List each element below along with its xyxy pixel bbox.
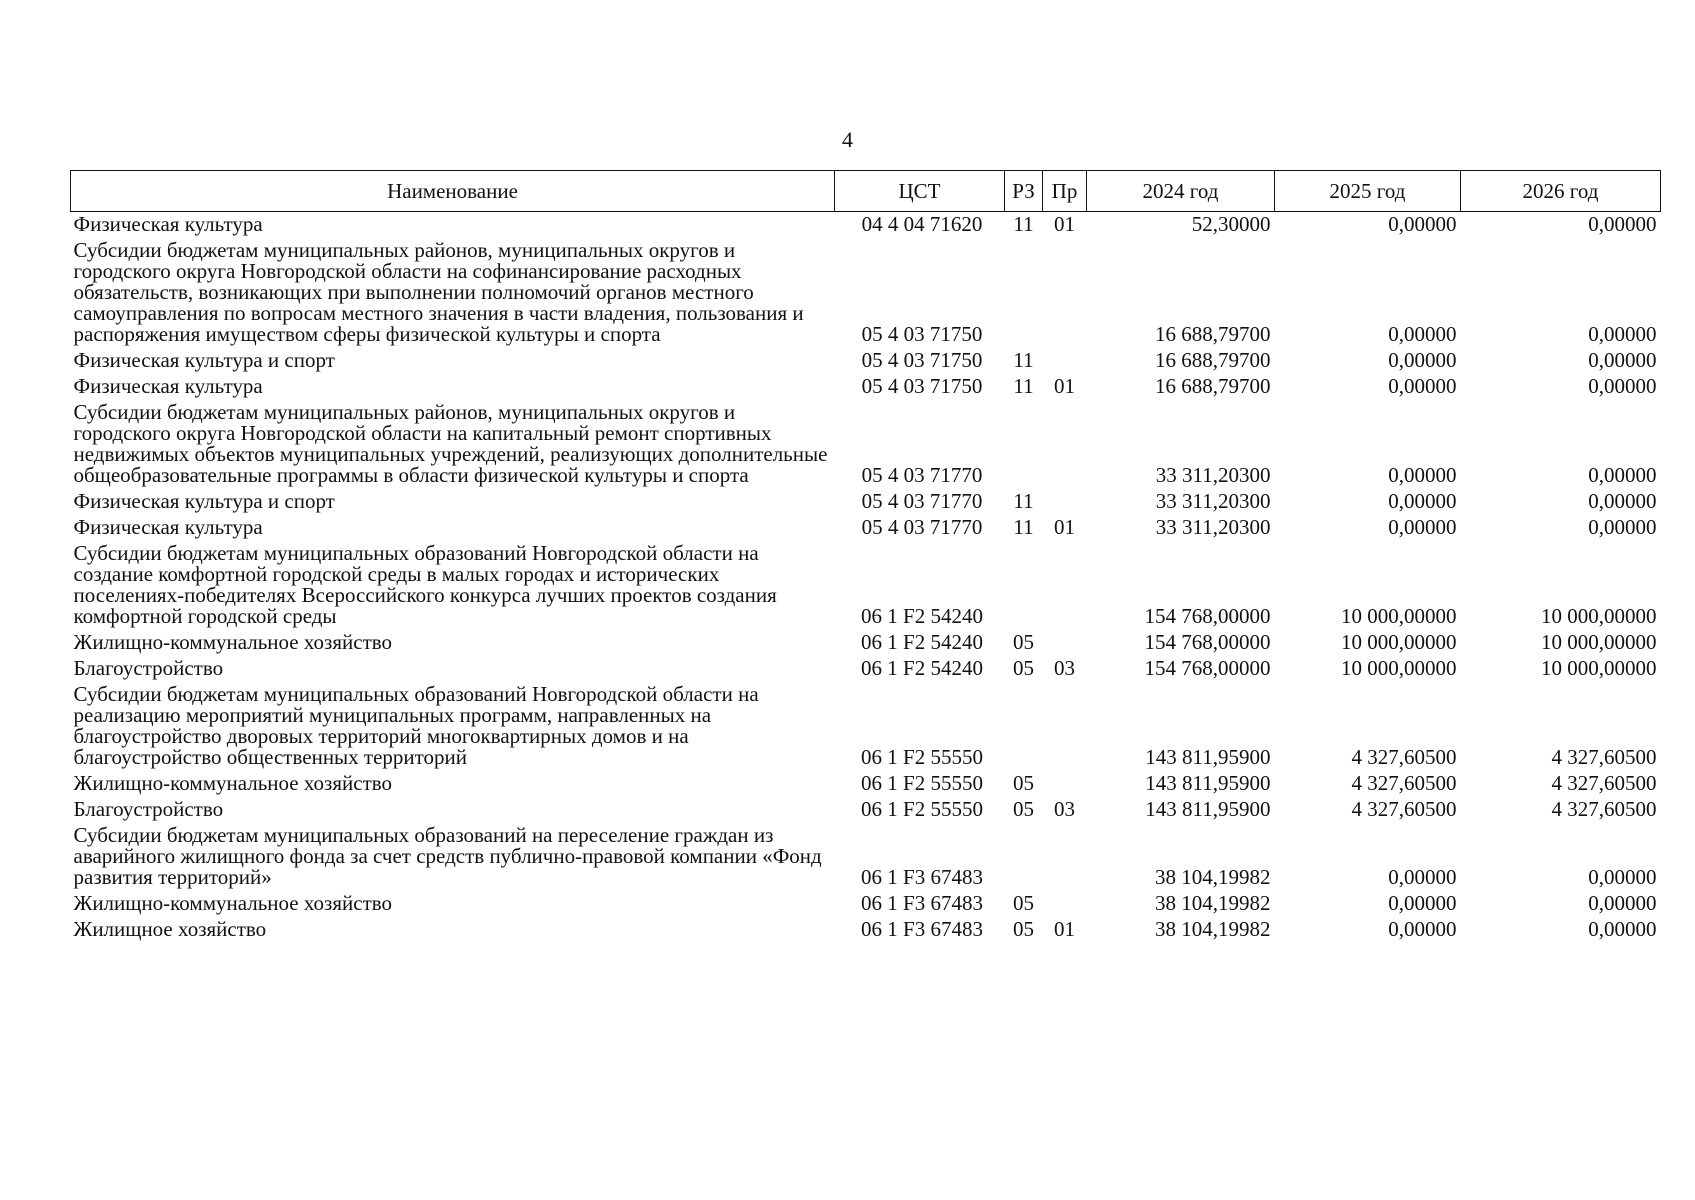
cell-rz xyxy=(1005,238,1043,348)
cell-name: Благоустройство xyxy=(73,656,224,680)
cell-rz xyxy=(1005,682,1043,771)
cell-name: Субсидии бюджетам муниципальных образований на переселение граждан из аварийного жилищного фонда за счет средств публично-правовой компании «Фонд развития территорий» xyxy=(73,823,822,889)
table-row xyxy=(71,400,1661,489)
cell-pr: 01 xyxy=(1054,374,1075,398)
cell-rz xyxy=(1005,823,1043,891)
cell-cst: 05 4 03 71750 xyxy=(861,322,983,346)
cell-pr: 01 xyxy=(1054,917,1075,941)
cell-cst: 05 4 03 71770 xyxy=(861,489,983,513)
table-row xyxy=(71,823,1661,891)
cell-2026: 4 327,60500 xyxy=(1551,797,1657,821)
cell-2026: 0,00000 xyxy=(1588,212,1657,236)
cell-pr: 03 xyxy=(1054,797,1075,821)
cell-pr xyxy=(1043,771,1087,797)
cell-2024: 38 104,19982 xyxy=(1155,917,1271,941)
cell-name: Физическая культура и спорт xyxy=(73,348,335,372)
cell-rz: 11 xyxy=(1013,489,1034,513)
cell-2024: 38 104,19982 xyxy=(1155,891,1271,915)
cell-pr xyxy=(1043,489,1087,515)
cell-2026: 0,00000 xyxy=(1588,348,1657,372)
table-row xyxy=(71,771,1661,797)
cell-name: Субсидии бюджетам муниципальных образований Новгородской области на реализацию мероприятий муниципальных программ, направленных на благоустройство дворовых территорий многоквартирных домов и на благоустройство общественных территорий xyxy=(73,682,759,769)
cell-name: Физическая культура xyxy=(73,374,263,398)
cell-2025: 0,00000 xyxy=(1388,322,1457,346)
cell-rz: 11 xyxy=(1013,348,1034,372)
cell-2026: 0,00000 xyxy=(1588,322,1657,346)
cell-2025: 0,00000 xyxy=(1388,917,1457,941)
cell-name: Благоустройство xyxy=(73,797,224,821)
cell-2025: 10 000,00000 xyxy=(1341,604,1457,628)
header-2025: 2025 год xyxy=(1275,171,1461,212)
table-row xyxy=(71,374,1661,400)
cell-2026: 4 327,60500 xyxy=(1551,771,1657,795)
cell-2025: 0,00000 xyxy=(1388,489,1457,513)
cell-cst: 06 1 F2 55550 xyxy=(861,797,983,821)
cell-2024: 52,30000 xyxy=(1191,212,1271,236)
cell-name: Субсидии бюджетам муниципальных образований Новгородской области на создание комфортной городской среды в малых городах и исторических поселениях-победителях Всероссийского конкурса лучших проектов создания комфортной городской среды xyxy=(73,541,777,628)
cell-name: Физическая культура xyxy=(73,212,263,236)
cell-cst: 06 1 F2 54240 xyxy=(861,630,983,654)
header-name: Наименование xyxy=(71,171,835,212)
cell-rz: 05 xyxy=(1013,771,1034,795)
table-row xyxy=(71,489,1661,515)
cell-2024: 154 768,00000 xyxy=(1144,630,1271,654)
cell-cst: 05 4 03 71770 xyxy=(861,463,983,487)
cell-pr xyxy=(1043,400,1087,489)
cell-2024: 143 811,95900 xyxy=(1145,771,1271,795)
cell-cst: 06 1 F3 67483 xyxy=(861,917,983,941)
cell-2025: 0,00000 xyxy=(1388,212,1457,236)
cell-pr: 01 xyxy=(1054,515,1075,539)
cell-2024: 33 311,20300 xyxy=(1155,489,1271,513)
cell-cst: 06 1 F2 54240 xyxy=(861,604,983,628)
table-row xyxy=(71,891,1661,917)
cell-2025: 0,00000 xyxy=(1388,348,1457,372)
cell-2024: 143 811,95900 xyxy=(1145,797,1271,821)
table-row xyxy=(71,212,1661,239)
cell-rz: 05 xyxy=(1013,797,1034,821)
cell-cst: 05 4 03 71750 xyxy=(861,374,983,398)
cell-2025: 0,00000 xyxy=(1388,374,1457,398)
cell-rz: 05 xyxy=(1013,656,1034,680)
cell-pr xyxy=(1043,891,1087,917)
cell-name: Жилищно-коммунальное хозяйство xyxy=(73,630,393,654)
table-row xyxy=(71,656,1661,682)
cell-name: Жилищно-коммунальное хозяйство xyxy=(73,891,393,915)
cell-cst: 06 1 F3 67483 xyxy=(861,865,983,889)
header-2024: 2024 год xyxy=(1087,171,1275,212)
cell-2026: 10 000,00000 xyxy=(1541,604,1657,628)
table-row xyxy=(71,630,1661,656)
cell-rz xyxy=(1005,541,1043,630)
cell-2024: 33 311,20300 xyxy=(1155,463,1271,487)
cell-2025: 10 000,00000 xyxy=(1341,656,1457,680)
cell-rz: 05 xyxy=(1013,891,1034,915)
cell-rz: 11 xyxy=(1013,212,1034,236)
cell-cst: 06 1 F2 54240 xyxy=(861,656,983,680)
cell-2024: 16 688,79700 xyxy=(1155,322,1271,346)
cell-2024: 16 688,79700 xyxy=(1155,348,1271,372)
cell-cst: 06 1 F2 55550 xyxy=(861,745,983,769)
table-row xyxy=(71,682,1661,771)
cell-pr xyxy=(1043,348,1087,374)
cell-2025: 10 000,00000 xyxy=(1341,630,1457,654)
cell-pr xyxy=(1043,682,1087,771)
cell-cst: 05 4 03 71750 xyxy=(861,348,983,372)
budget-table xyxy=(70,170,1661,943)
cell-2026: 0,00000 xyxy=(1588,374,1657,398)
cell-2026: 0,00000 xyxy=(1588,865,1657,889)
cell-2025: 4 327,60500 xyxy=(1351,771,1457,795)
cell-pr xyxy=(1043,630,1087,656)
cell-pr xyxy=(1043,541,1087,630)
cell-cst: 06 1 F3 67483 xyxy=(861,891,983,915)
cell-2024: 154 768,00000 xyxy=(1144,656,1271,680)
cell-name: Субсидии бюджетам муниципальных районов, муниципальных округов и городского округа Новгородской области на капитальный ремонт спортивных недвижимых объектов муниципальных учреждений, реализующих дополнительные общеобразовательные программы в области физической культуры и спорта xyxy=(73,400,828,487)
table-body xyxy=(71,212,1661,944)
header-rz: РЗ xyxy=(1005,171,1043,212)
cell-2026: 0,00000 xyxy=(1588,891,1657,915)
cell-cst: 05 4 03 71770 xyxy=(861,515,983,539)
cell-2024: 38 104,19982 xyxy=(1155,865,1271,889)
cell-cst: 04 4 04 71620 xyxy=(861,212,983,236)
cell-2024: 16 688,79700 xyxy=(1155,374,1271,398)
cell-2024: 143 811,95900 xyxy=(1145,745,1271,769)
cell-pr: 03 xyxy=(1054,656,1075,680)
cell-2025: 0,00000 xyxy=(1388,891,1457,915)
cell-cst: 06 1 F2 55550 xyxy=(861,771,983,795)
cell-name: Жилищное хозяйство xyxy=(73,917,267,941)
cell-2026: 0,00000 xyxy=(1588,489,1657,513)
page-number: 4 xyxy=(842,127,853,152)
cell-rz: 11 xyxy=(1013,515,1034,539)
cell-2026: 0,00000 xyxy=(1588,463,1657,487)
cell-2026: 4 327,60500 xyxy=(1551,745,1657,769)
header-pr: Пр xyxy=(1043,171,1087,212)
header-cst: ЦСТ xyxy=(835,171,1005,212)
table-row xyxy=(71,797,1661,823)
cell-rz: 05 xyxy=(1013,630,1034,654)
cell-name: Жилищно-коммунальное хозяйство xyxy=(73,771,393,795)
cell-2026: 10 000,00000 xyxy=(1541,630,1657,654)
cell-pr: 01 xyxy=(1054,212,1075,236)
cell-2025: 0,00000 xyxy=(1388,865,1457,889)
cell-rz: 05 xyxy=(1013,917,1034,941)
cell-2024: 33 311,20300 xyxy=(1155,515,1271,539)
cell-name: Физическая культура xyxy=(73,515,263,539)
cell-2025: 4 327,60500 xyxy=(1351,797,1457,821)
table-header-row xyxy=(71,171,1661,212)
cell-2025: 4 327,60500 xyxy=(1351,745,1457,769)
cell-2026: 0,00000 xyxy=(1588,917,1657,941)
table-row xyxy=(71,917,1661,943)
cell-2026: 0,00000 xyxy=(1588,515,1657,539)
cell-pr xyxy=(1043,823,1087,891)
header-2026: 2026 год xyxy=(1461,171,1661,212)
cell-2025: 0,00000 xyxy=(1388,515,1457,539)
cell-pr xyxy=(1043,238,1087,348)
cell-2026: 10 000,00000 xyxy=(1541,656,1657,680)
table-row xyxy=(71,515,1661,541)
cell-rz: 11 xyxy=(1013,374,1034,398)
table-row xyxy=(71,348,1661,374)
cell-2025: 0,00000 xyxy=(1388,463,1457,487)
table-row xyxy=(71,238,1661,348)
table-row xyxy=(71,541,1661,630)
cell-2024: 154 768,00000 xyxy=(1144,604,1271,628)
cell-rz xyxy=(1005,400,1043,489)
cell-name: Субсидии бюджетам муниципальных районов, муниципальных округов и городского округа Новгородской области на софинансирование расходных обязательств, возникающих при выполнении полномочий органов местного самоуправления по вопросам местного значения в части владения, пользования и распоряжения имуществом сферы физической культуры и спорта xyxy=(73,238,804,346)
cell-name: Физическая культура и спорт xyxy=(73,489,335,513)
